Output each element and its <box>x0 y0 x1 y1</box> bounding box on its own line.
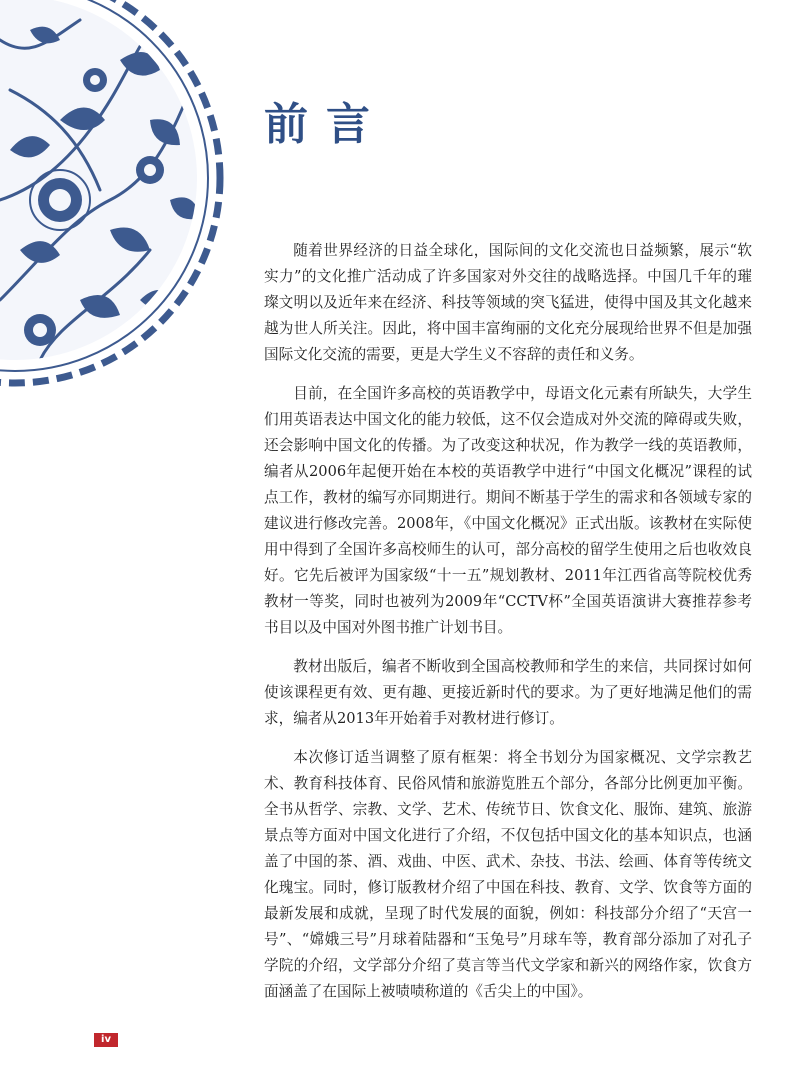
porcelain-ornament-icon <box>0 0 240 392</box>
paragraph: 目前，在全国许多高校的英语教学中，母语文化元素有所缺失，大学生们用英语表达中国文化的能力较低，这不仅会造成对外交流的障碍或失败，还会影响中国文化的传播。为了改变这种状况，作为教学一线的英语教师，编者从2006年起便开始在本校的英语教学中进行“中国文化概况”课程的试点工作，教材的编写亦同期进行。期间不断基于学生的需求和各领域专家的建议进行修改完善。2008年，《中国文化概况》正式出版。该教材在实际使用中得到了全国许多高校师生的认可，部分高校的留学生使用之后也收效良好。它先后被评为国家级“十一五”规划教材、2011年江西省高等院校优秀教材一等奖，同时也被列为2009年“CCTV杯”全国英语演讲大赛推荐参考书目以及中国对外图书推广计划书目。 <box>264 385 752 636</box>
page-number-badge: iv <box>94 1033 118 1047</box>
paragraph: 随着世界经济的日益全球化，国际间的文化交流也日益频繁，展示“软实力”的文化推广活动成了许多国家对外交往的战略选择。中国几千年的璀璨文明以及近年来在经济、科技等领域的突飞猛进，使得中国及其文化越来越为世人所关注。因此，将中国丰富绚丽的文化充分展现给世界不但是加强国际文化交流的需要，更是大学生义不容辞的责任和义务。 <box>264 242 752 363</box>
paragraph: 教材出版后，编者不断收到全国高校教师和学生的来信，共同探讨如何使该课程更有效、更有趣、更接近新时代的要求。为了更好地满足他们的需求，编者从2013年开始着手对教材进行修订。 <box>264 658 752 727</box>
page-title: 前言 <box>264 99 388 150</box>
preface-body <box>264 238 752 1018</box>
paragraph: 本次修订适当调整了原有框架：将全书划分为国家概况、文学宗教艺术、教育科技体育、民俗风情和旅游览胜五个部分，各部分比例更加平衡。全书从哲学、宗教、文学、艺术、传统节日、饮食文化、服饰、建筑、旅游景点等方面对中国文化进行了介绍，不仅包括中国文化的基本知识点，也涵盖了中国的茶、酒、戏曲、中医、武术、杂技、书法、绘画、体育等传统文化瑰宝。同时，修订版教材介绍了中国在科技、教育、文学、饮食等方面的最新发展和成就，呈现了时代发展的面貌，例如：科技部分介绍了“天宫一号”、“嫦娥三号”月球着陆器和“玉兔号”月球车等，教育部分添加了对孔子学院的介绍，文学部分介绍了莫言等当代文学家和新兴的网络作家，饮食方面涵盖了在国际上被啧啧称道的《舌尖上的中国》。 <box>264 749 752 1000</box>
